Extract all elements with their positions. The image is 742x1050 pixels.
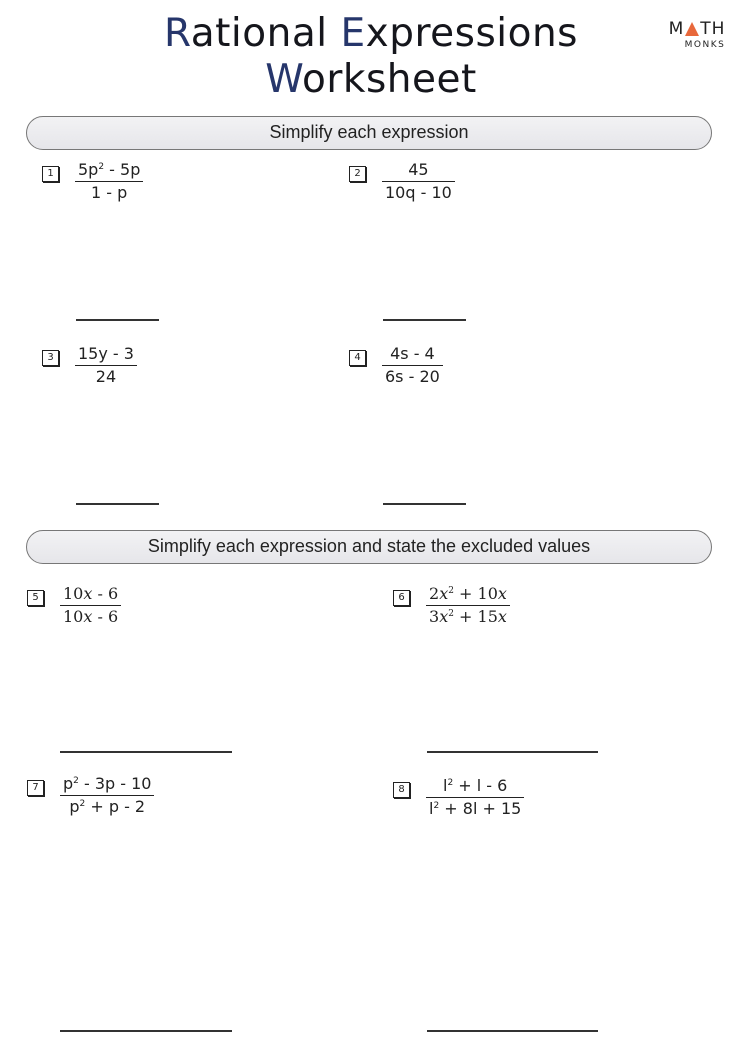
problem-number-badge: 5 xyxy=(27,590,44,606)
problem-5 xyxy=(27,584,121,627)
problem-2 xyxy=(349,160,455,203)
problem-number-badge: 4 xyxy=(349,350,366,366)
fraction xyxy=(75,160,143,203)
problem-3 xyxy=(42,344,137,387)
problem-number-badge: 3 xyxy=(42,350,59,366)
answer-line-5[interactable] xyxy=(60,751,232,753)
answer-line-3[interactable] xyxy=(76,503,159,505)
fraction xyxy=(75,344,137,387)
denominator: 1 - p xyxy=(91,183,128,203)
answer-line-1[interactable] xyxy=(76,319,159,321)
title-cap-w: W xyxy=(265,57,302,102)
problem-7 xyxy=(27,774,154,817)
worksheet-title-line-1: Rational Expressions xyxy=(163,11,579,56)
numerator: 45 xyxy=(408,160,429,179)
fraction xyxy=(426,584,510,627)
problem-number-badge: 6 xyxy=(393,590,410,606)
fraction xyxy=(382,344,443,387)
math-monks-logo: M TH MONKS xyxy=(668,19,726,50)
answer-line-4[interactable] xyxy=(383,503,466,505)
numerator: 4s - 4 xyxy=(390,344,435,363)
title-cap-r: R xyxy=(163,11,191,56)
numerator: 15y - 3 xyxy=(78,344,134,363)
numerator: 10x - 6 xyxy=(63,584,119,603)
problem-number-badge: 7 xyxy=(27,780,44,796)
problem-number-badge: 8 xyxy=(393,782,410,798)
denominator: $l^2 + 8l + 15$ xyxy=(429,799,522,819)
problem-number-badge: 2 xyxy=(349,166,366,182)
problem-4 xyxy=(349,344,443,387)
section-2-instruction-banner: Simplify each expression and state the excluded values xyxy=(26,530,712,564)
problem-number-badge: 1 xyxy=(42,166,59,182)
triangle-a-icon xyxy=(685,22,699,36)
problem-1 xyxy=(42,160,143,203)
numerator: $p^2 - 3p - 10$ xyxy=(63,774,152,793)
numerator: $2x^2 + 10x$ xyxy=(429,584,507,603)
numerator: $5p^2 - 5p$ xyxy=(78,160,141,179)
answer-line-7[interactable] xyxy=(60,1030,232,1032)
section-1-instruction-banner: Simplify each expression xyxy=(26,116,712,150)
fraction xyxy=(426,776,524,819)
fraction xyxy=(60,584,121,627)
numerator: $l^2 + l - 6$ xyxy=(442,776,508,795)
denominator: 24 xyxy=(95,367,117,387)
fraction xyxy=(382,160,455,203)
denominator: 6s - 20 xyxy=(385,367,440,387)
answer-line-2[interactable] xyxy=(383,319,466,321)
fraction xyxy=(60,774,154,817)
worksheet-title-line-2: Worksheet xyxy=(265,57,477,102)
denominator: 10q - 10 xyxy=(385,183,452,203)
denominator: $3x^2 + 15x$ xyxy=(429,607,507,627)
title-cap-e: E xyxy=(340,11,366,56)
answer-line-8[interactable] xyxy=(427,1030,598,1032)
problem-8 xyxy=(393,776,524,819)
denominator: $p^2 + p - 2$ xyxy=(69,797,146,817)
denominator: 10x - 6 xyxy=(63,607,119,627)
answer-line-6[interactable] xyxy=(427,751,598,753)
problem-6 xyxy=(393,584,510,627)
